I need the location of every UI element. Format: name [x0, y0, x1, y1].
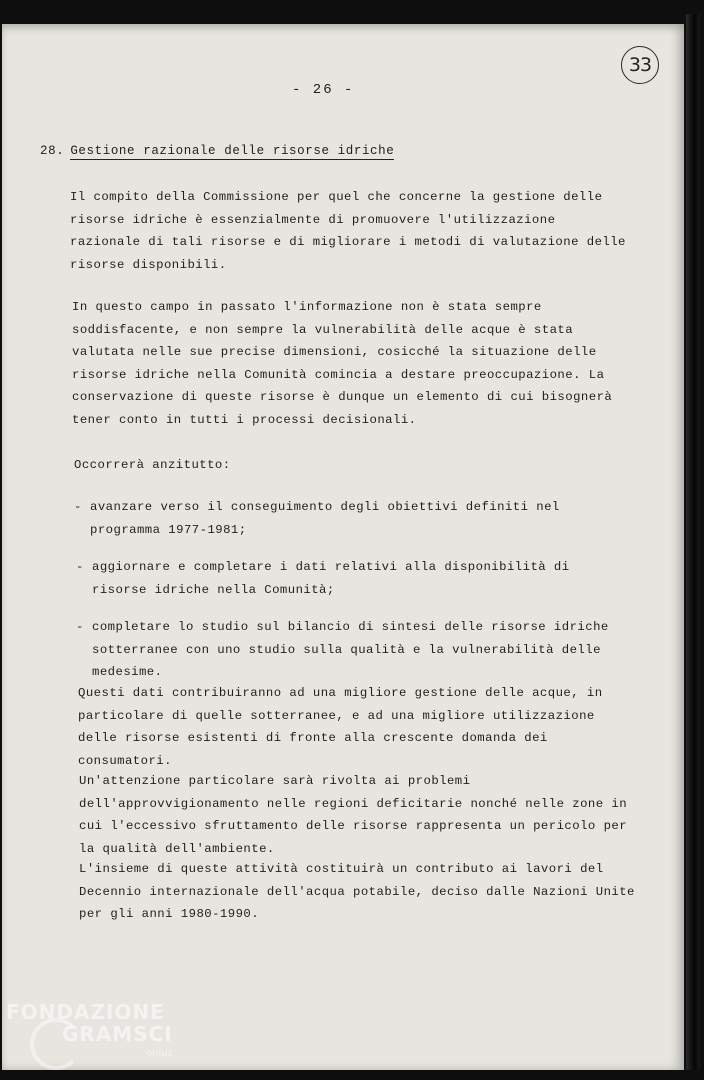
bullet-dash: -: [74, 500, 82, 514]
paragraph-past-information: In questo campo in passato l'informazione non è stata sempre soddisfacente, e non sempre la vulnerabilità delle acque è stata valutata nelle sue precise dimensioni, cosicché la situazione delle risorse idriche nella Comunità comincia a destare preoccupazione. La conservazione di queste risorse è dunque un elemento di cui bisognerà tener conto in tutti i processi decisionali.: [72, 300, 613, 427]
document-page: [2, 24, 684, 1070]
bullet-text: completare lo studio sul bilancio di sintesi delle risorse idriche sotterranee con uno studio sulla qualità e la vulnerabilità delle medesime.: [92, 620, 609, 679]
bullet-text: aggiornare e completare i dati relativi alla disponibilità di risorse idriche nella Comunità;: [92, 560, 570, 597]
watermark-line2: GRAMSCI: [62, 1022, 173, 1046]
list-item: [74, 496, 630, 541]
section-title: Gestione razionale delle risorse idriche: [70, 144, 395, 158]
paragraph-data-contribution: Questi dati contribuiranno ad una migliore gestione delle acque, in particolare di quelle sotterranee, e ad una migliore utilizzazione delle risorse esistenti di fronte alla crescente domanda dei consumatori.: [78, 686, 603, 768]
bullet-dash: -: [76, 560, 84, 574]
list-item: [76, 556, 632, 601]
paragraph-first-of-all: Occorrerà anzitutto:: [74, 458, 231, 472]
watermark-line1: FONDAZIONE: [6, 1000, 165, 1024]
archive-number-stamp: 33: [621, 46, 659, 84]
section-heading: [40, 144, 394, 158]
watermark-line3: onlus: [146, 1048, 173, 1059]
page-number: - 26 -: [292, 82, 355, 98]
fondazione-gramsci-watermark: [6, 1000, 206, 1070]
paragraph-drinking-water-decade: L'insieme di queste attività costituirà un contributo ai lavori del Decennio internazionale dell'acqua potabile, deciso dalle Nazioni Unite per gli anni 1980-1990.: [79, 862, 635, 921]
paragraph-supply-problems: Un'attenzione particolare sarà rivolta ai problemi dell'approvvigionamento nelle regioni deficitarie nonché nelle zone in cui l'eccessivo sfruttamento delle risorse rappresenta un pericolo per la qualità dell'ambiente.: [79, 774, 628, 856]
paragraph-commission-task: Il compito della Commissione per quel che concerne la gestione delle risorse idriche è essenzialmente di promuovere l'utilizzazione razionale di tali risorse e di migliorare i metodi di valutazione delle risorse disponibili.: [70, 190, 626, 272]
list-item: [76, 616, 632, 684]
binder-edge: [686, 14, 700, 1070]
bullet-text: avanzare verso il conseguimento degli obiettivi definiti nel programma 1977-1981;: [90, 500, 560, 537]
section-number: 28.: [40, 144, 65, 158]
bullet-dash: -: [76, 620, 84, 634]
